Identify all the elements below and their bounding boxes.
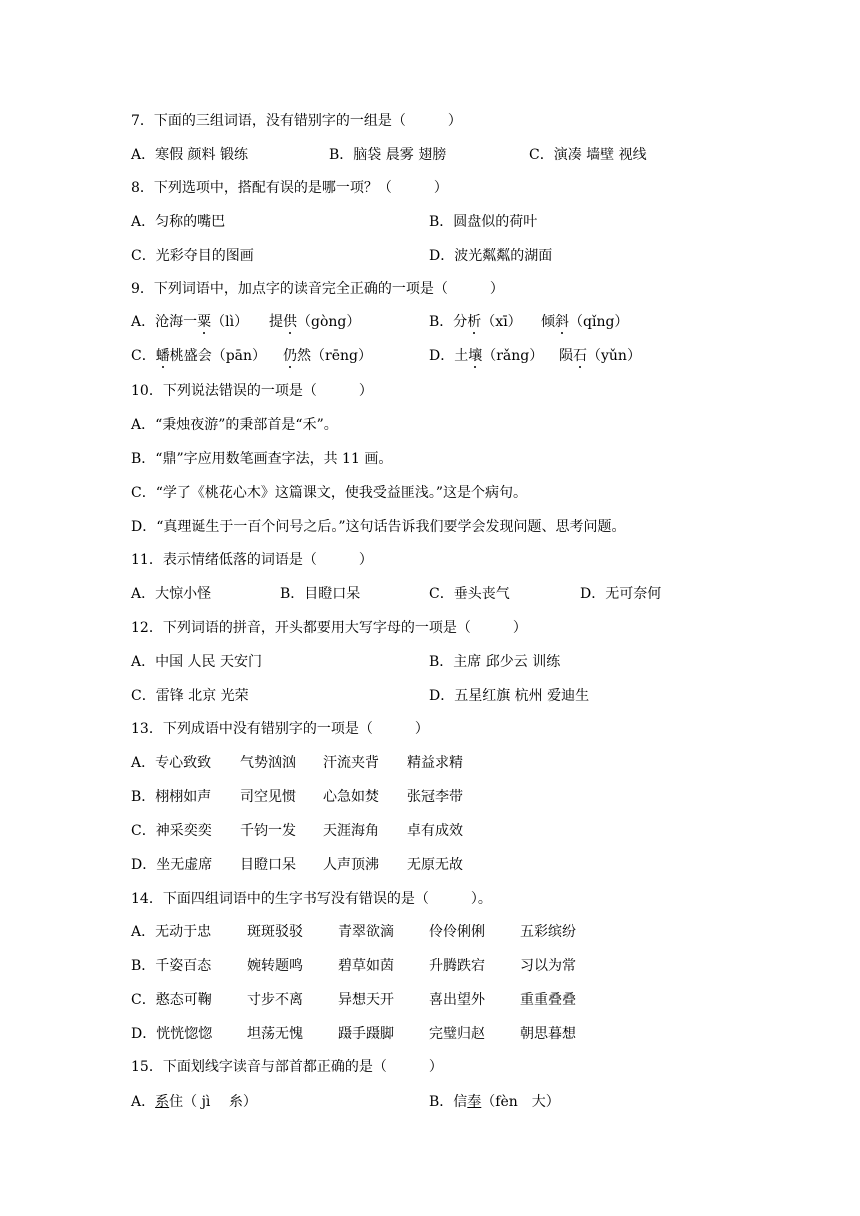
option-a-label: A． [131,1094,156,1110]
option-b: B．脑袋 晨雾 翅膀 [329,147,447,163]
option-a-pinyin-1: （lì） [211,314,249,330]
phrase: 青翠欲滴 [338,924,394,940]
option-c-pinyin-2: 然（rēng） [297,348,372,364]
option-c-part2 [283,346,372,366]
option-c: C．光彩夺目的图画 [131,248,254,264]
phrase: 异想天开 [338,992,394,1008]
option-b [429,1092,560,1112]
option-a [131,312,248,332]
option-a: A．大惊小怪 [131,586,212,602]
phrase: 蹑手蹑脚 [338,1026,394,1042]
dotted-char: 析 [467,314,482,330]
option-b: B．主席 邱少云 训练 [429,654,561,670]
idiom: 汗流夹背 [323,755,379,771]
option-d-part2 [559,346,641,366]
phrase: 五彩缤纷 [520,924,576,940]
dotted-char: 供 [283,314,297,330]
underlined-char: 奉 [467,1094,482,1110]
question-7-stem: 7．下面的三组词语，没有错别字的一组是（ ） [131,113,462,129]
option-d: D．无可奈何 [580,586,662,602]
option-a-text-2: 提 [269,314,283,330]
option-b: B．“鼎”字应用数笔画查字法，共 11 画。 [131,451,393,467]
underlined-char: 系 [155,1094,170,1110]
option-d: D．五星红旗 杭州 爱迪生 [429,688,590,704]
option-a: A．寒假 颜料 锻练 [131,147,249,163]
dotted-char: 石 [573,348,587,364]
option-a: A．匀称的嘴巴 [131,214,226,230]
option-b-part2 [541,312,628,332]
phrase: 重重叠叠 [520,992,576,1008]
idiom: 卓有成效 [407,823,463,839]
option-c-label: C． [131,348,156,364]
idiom: B．栩栩如声 [131,789,212,805]
option-d-text-2: 陨 [559,348,573,364]
phrase: B．千姿百态 [131,958,212,974]
option-d: D．“真理诞生于一百个问号之后。”这句话告诉我们要学会发现问题、思考问题。 [131,519,626,535]
phrase: 寸步不离 [247,992,303,1008]
question-12-stem: 12．下列词语的拼音，开头都要用大写字母的一项是（ ） [131,620,527,636]
phrase: 婉转题鸣 [247,958,303,974]
phrase: 碧草如茵 [338,958,394,974]
option-a-pinyin-2: （gòng） [297,314,361,330]
phrase: 朝思暮想 [520,1026,576,1042]
option-c: C．“学了《桃花心木》这篇课文，使我受益匪浅。”这是个病句。 [131,485,528,501]
phrase: 完璧归赵 [429,1026,485,1042]
option-a: A．中国 人民 天安门 [131,654,263,670]
idiom: 张冠李带 [407,789,463,805]
option-d [429,346,543,366]
dotted-char: 仍 [283,348,297,364]
dotted-char: 粟 [197,314,212,330]
option-c-pinyin-1: 桃盛会（pān） [169,348,267,364]
idiom: 精益求精 [407,755,463,771]
idiom: 千钧一发 [240,823,296,839]
idiom: 司空见惯 [240,789,296,805]
dotted-char: 壤 [468,348,483,364]
option-a: A．“秉烛夜游”的秉部首是“禾”。 [131,417,338,433]
option-a-detail: 住（ jì 糸） [169,1094,257,1110]
idiom: 气势汹汹 [240,755,296,771]
phrase: D．恍恍惚惚 [131,1026,213,1042]
dotted-char: 蟠 [155,348,170,364]
option-a-part2 [269,312,360,332]
question-10-stem: 10．下列说法错误的一项是（ ） [131,383,373,399]
phrase: 斑斑驳驳 [247,924,303,940]
option-d-pinyin-2: （yǔn） [587,348,641,364]
option-b: B．目瞪口呆 [280,586,361,602]
option-c: C．垂头丧气 [429,586,510,602]
idiom: 目瞪口呆 [240,857,296,873]
option-d-text-1: D．土 [429,348,469,364]
idiom: D．坐无虚席 [131,857,213,873]
idiom: 心急如焚 [323,789,379,805]
idiom: C．神采奕奕 [131,823,212,839]
phrase: 喜出望外 [429,992,485,1008]
option-d-pinyin-1: （rǎng） [482,348,544,364]
idiom: 天涯海角 [323,823,379,839]
option-b-detail: （fèn 大） [481,1094,560,1110]
option-c [131,346,266,366]
option-c: C．演凑 墙壁 视线 [529,147,647,163]
option-a [131,1092,257,1112]
idiom: 人声顶沸 [323,857,379,873]
option-b-text-2: 倾 [541,314,555,330]
question-8-stem: 8．下列选项中，搭配有误的是哪一项？（ ） [131,180,448,196]
option-b-pinyin-1: （xī） [481,314,522,330]
idiom: A．专心致致 [131,755,212,771]
option-b-pinyin-2: （qǐng） [569,314,629,330]
option-c: C．雷锋 北京 光荣 [131,688,249,704]
phrase: 坦荡无愧 [247,1026,303,1042]
option-b-text-1: B．分 [429,314,468,330]
dotted-char: 斜 [555,314,569,330]
idiom: 无原无故 [407,857,463,873]
question-11-stem: 11．表示情绪低落的词语是（ ） [131,552,373,568]
option-b-label: B．信 [429,1094,468,1110]
question-13-stem: 13．下列成语中没有错别字的一项是（ ） [131,721,429,737]
phrase: C．憨态可鞠 [131,992,212,1008]
question-15-stem: 15．下面划线字读音与部首都正确的是（ ） [131,1059,443,1075]
option-a-text-1: A．沧海一 [131,314,198,330]
phrase: 升腾跌宕 [429,958,485,974]
option-b: B．圆盘似的荷叶 [429,214,538,230]
option-b [429,312,522,332]
question-14-stem: 14．下面四组词语中的生字书写没有错误的是（ ）。 [131,891,492,907]
question-9-stem: 9．下列词语中，加点字的读音完全正确的一项是（ ） [131,281,504,297]
phrase: 伶伶俐俐 [429,924,485,940]
option-d: D．波光粼粼的湖面 [429,248,553,264]
phrase: A．无动于忠 [131,924,212,940]
phrase: 习以为常 [520,958,576,974]
